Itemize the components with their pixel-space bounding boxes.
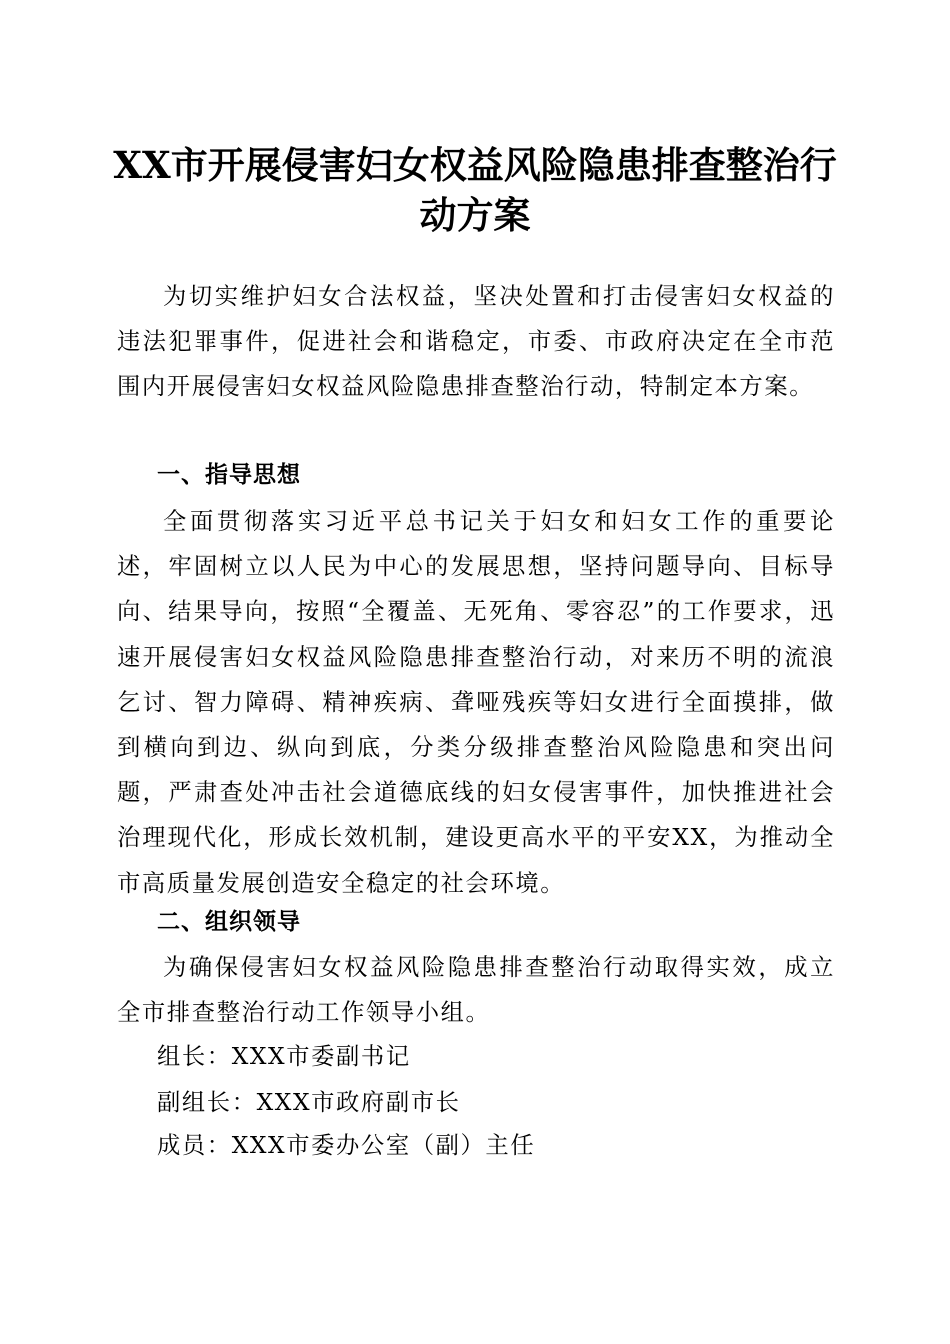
guiding-ideology-paragraph: 全面贯彻落实习近平总书记关于妇女和妇女工作的重要论述，牢固树立以人民为中心的发展思想，坚持问题导向、目标导向、结果导向，按照“全覆盖、无死角、零容忍”的工作要求，迅速开展侵害妇女权益风险隐患排查整治行动，对来历不明的流浪乞讨、智力障碍、精神疾病、聋哑残疾等妇女进行全面摸排，做到横向到边、纵向到底，分类分级排查整治风险隐患和突出问题，严肃查处冲击社会道德底线的妇女侵害事件，加快推进社会治理现代化，形成长效机制，建设更高水平的平安XX，为推动全市高质量发展创造安全稳定的社会环境。 [117, 508, 835, 897]
group-leader-line: 组长：XXX市委副书记 [157, 1043, 411, 1070]
section-heading-organization: 二、组织领导 [157, 909, 301, 935]
document-title [110, 140, 840, 240]
deputy-leader-line: 副组长：XXX市政府副市长 [157, 1089, 461, 1116]
section-heading-guiding-ideology: 一、指导思想 [157, 462, 301, 488]
title-line-2: 动方案 [419, 193, 531, 237]
organization-paragraph: 为确保侵害妇女权益风险隐患排查整治行动取得实效，成立全市排查整治行动工作领导小组。 [117, 954, 835, 1027]
members-line: 成员：XXX市委办公室（副）主任 [157, 1132, 536, 1159]
title-line-1: XX市开展侵害妇女权益风险隐患排查整治行 [113, 143, 837, 187]
intro-paragraph: 为切实维护妇女合法权益，坚决处置和打击侵害妇女权益的违法犯罪事件，促进社会和谐稳定，市委、市政府决定在全市范围内开展侵害妇女权益风险隐患排查整治行动，特制定本方案。 [117, 283, 835, 401]
